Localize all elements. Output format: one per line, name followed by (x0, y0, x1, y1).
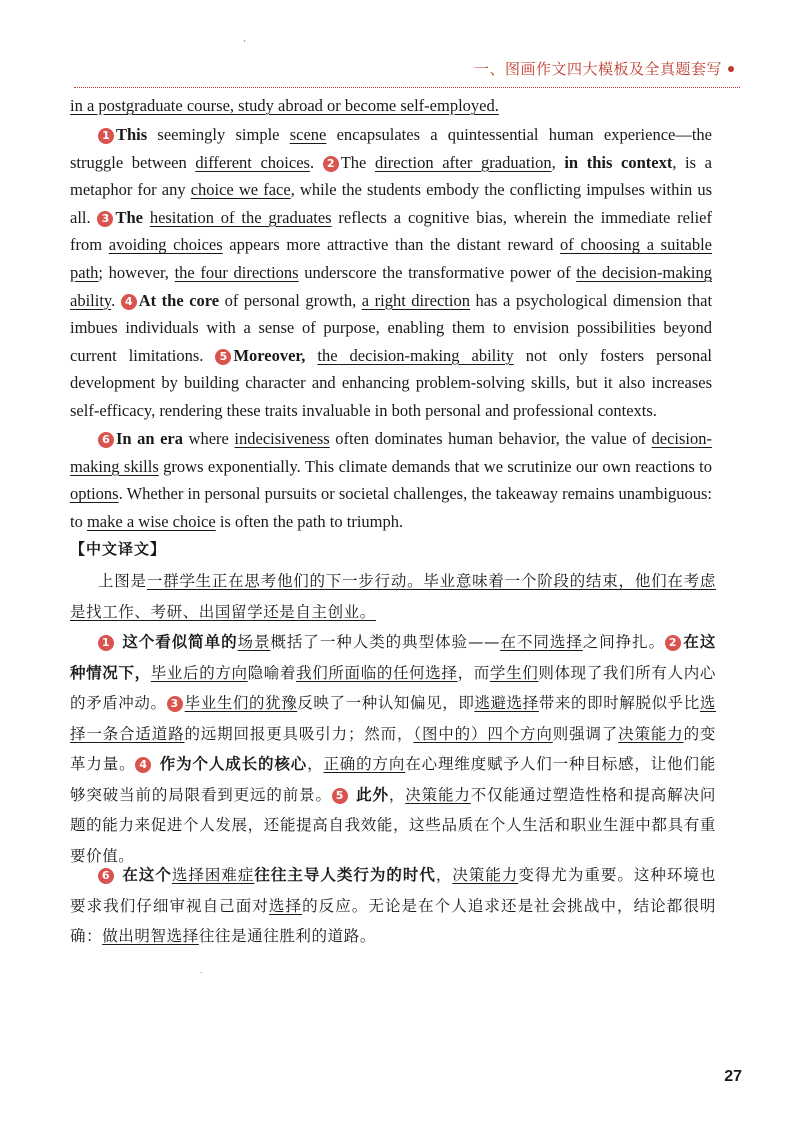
english-paragraph-2: 1 This seemingly simple scene encapsulates a quintessential human experience—the struggle between different choices. 2 The direction after graduation, in this context, is a metaphor for any choice we face, while the students embody the conflicting impulses within us all. 3 The hesitation of the graduates reflects a cognitive bias, wherein the immediate relief from avoiding choices appears more attractive than the distant reward of choosing a suitable path; however, the four directions underscore the transformative power of the decision-making ability. 4 At the core of personal growth, a right direction has a psychological dimension that imbues individuals with a sense of purpose, enabling them to envision possibilities beyond current limitations. 5 Moreover, the decision-making ability not only fosters personal development by building character and enhancing problem-solving skills, but it also increases self-efficacy, rendering these traits invaluable in both personal and professional contexts. (70, 125, 713, 420)
number-badge-1: 1 (98, 128, 114, 144)
chinese-paragraph-3: 6 在这个选择困难症往往主导人类行为的时代，决策能力变得尤为重要。这种环境也要求我们仔细审视自己面对选择的反应。无论是在个人追求还是社会挑战中，结论都很明确：做出明智选择往往是通往胜利的道路。 (70, 866, 716, 945)
running-header (474, 58, 734, 79)
number-badge-3: 3 (97, 211, 113, 227)
page-number: 27 (724, 1068, 742, 1085)
number-badge-1: 1 (98, 635, 114, 651)
stray-dot: . (200, 966, 202, 975)
chinese-paragraph-2: 1 这个看似简单的场景概括了一种人类的典型体验——在不同选择之间挣扎。 2 在这种情况下，毕业后的方向隐喻着我们所面临的任何选择，而学生们则体现了我们所有人内心的矛盾冲动。 3 毕业生们的犹豫反映了一种认知偏见，即逃避选择带来的即时解脱似乎比选择一条合适道路的远期回报更具吸引力；然而，（图中的）四个方向则强调了决策能力的变革力量。 4 作为个人成长的核心，正确的方向在心理维度赋予人们一种目标感，让他们能够突破当前的局限看到更远的前景。 5 此外，决策能力不仅能通过塑造性格和提高解决问题的能力来促进个人发展，还能提高自我效能，这些品质在个人生活和职业生涯中都具有重要价值。 (70, 633, 717, 865)
english-paragraph-continued (70, 92, 712, 120)
stray-mark: ` (243, 40, 247, 51)
number-badge-6: 6 (98, 868, 114, 884)
number-badge-2: 2 (665, 635, 681, 651)
number-badge-5: 5 (215, 349, 231, 365)
number-badge-4: 4 (135, 757, 151, 773)
continued-sentence: in a postgraduate course, study abroad or become self-employed. (70, 96, 499, 115)
header-bullet-icon (728, 66, 734, 72)
section-heading: 【中文译文】 (70, 540, 167, 558)
number-badge-6: 6 (98, 432, 114, 448)
english-paragraph-3: 6 In an era where indecisiveness often dominates human behavior, the value of decision-making skills grows exponentially. This climate demands that we scrutinize our own reactions to options. Whether in personal pursuits or societal challenges, the takeaway remains unambiguous: to make a wise choice is often the path to triumph. (70, 429, 713, 531)
number-badge-3: 3 (167, 696, 183, 712)
number-badge-5: 5 (332, 788, 348, 804)
header-divider (74, 87, 740, 88)
header-title: 一、图画作文四大模板及全真题套写 (473, 60, 722, 78)
chinese-paragraph-1: 上图是一群学生正在思考他们的下一步行动。毕业意味着一个阶段的结束，他们在考虑是找工作、考研、出国留学还是自主创业。 (70, 572, 716, 621)
number-badge-2: 2 (323, 156, 339, 172)
number-badge-4: 4 (121, 294, 137, 310)
